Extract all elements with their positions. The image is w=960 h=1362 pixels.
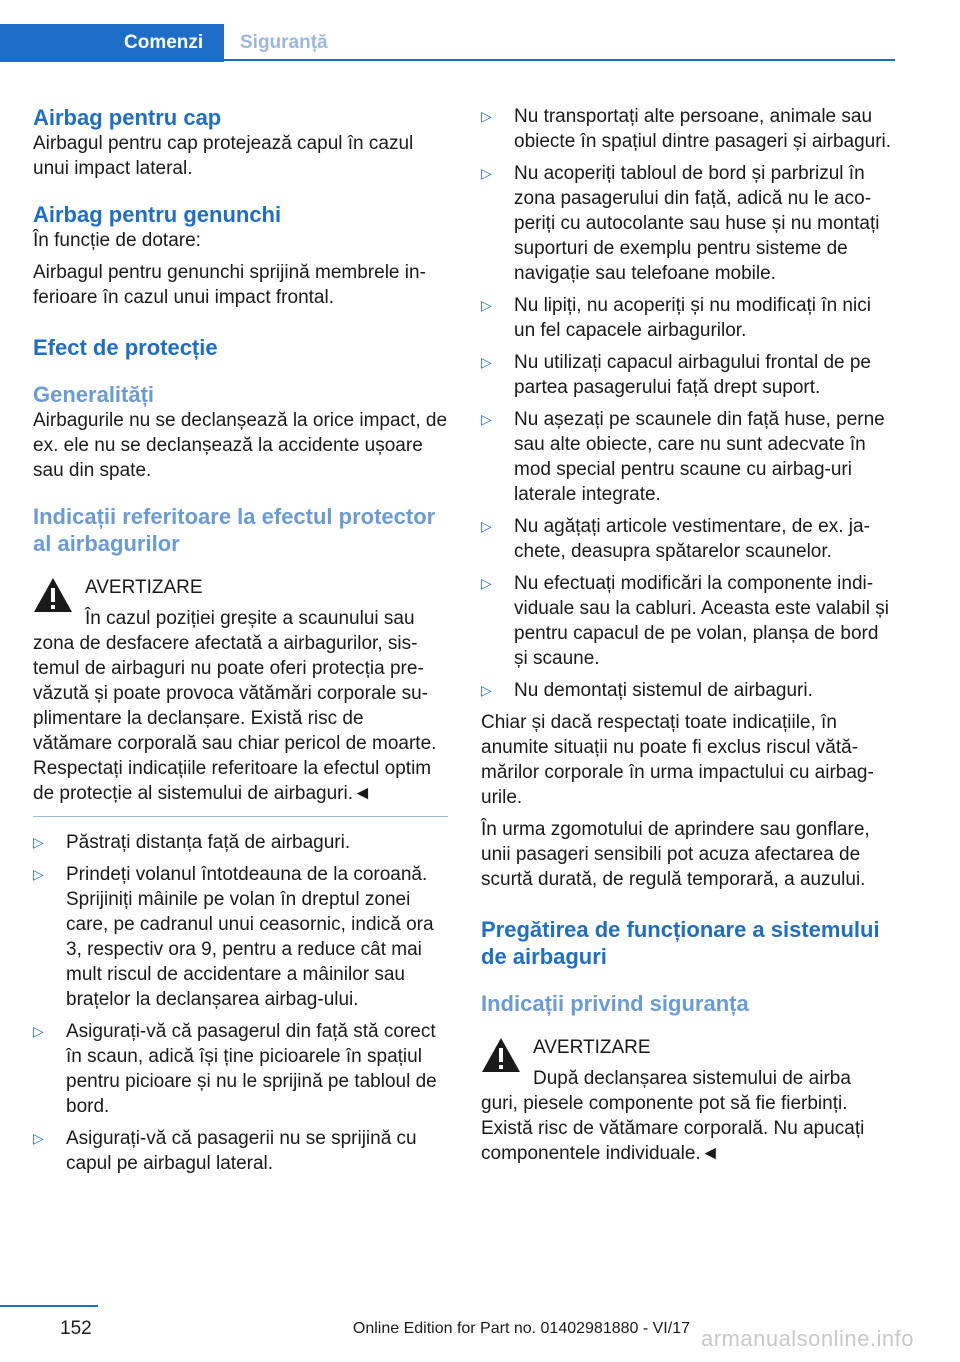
header-divider xyxy=(224,59,895,61)
knee-airbag-equipment: În funcție de dotare: xyxy=(33,230,201,251)
bullet-list-right xyxy=(481,104,896,703)
left-column xyxy=(33,104,448,1176)
bullet-triangle-icon: ▷ xyxy=(33,1023,44,1039)
bullet-list-left xyxy=(33,830,448,1176)
section-title-head-airbag: Airbag pentru cap xyxy=(33,105,222,130)
list-item: ▷ Nu utilizați capacul airbagului frontal de pe partea pasagerului față drept suport. xyxy=(481,352,871,398)
warning-triangle-icon xyxy=(481,1037,521,1073)
watermark: armanualsonline.info xyxy=(700,1326,914,1351)
list-item: ▷ Nu demontați sistemul de airbaguri. xyxy=(481,680,813,701)
list-item: ▷ Nu acoperiți tabloul de bord și parbrizul în zona pasagerului din față, adică nu le acoperiți cu autocolante sau huse și nu montați suporturi de exemplu pentru sisteme de navigație sau telefoane mobile. xyxy=(481,163,880,284)
header-tabbar xyxy=(0,24,895,62)
bullet-triangle-icon: ▷ xyxy=(481,411,492,427)
warning-text: guri, piesele componente pot să fie fierbinți. Există risc de vătămare corporală. Nu apucați componentele individuale.◄ xyxy=(481,1093,865,1164)
bullet-triangle-icon: ▷ xyxy=(481,297,492,313)
section-title-knee-airbag: Airbag pentru genunchi xyxy=(33,202,282,227)
list-item: ▷ Asigurați-vă că pasagerii nu se sprijină cu capul pe airbagul lateral. xyxy=(33,1128,417,1174)
list-item: ▷ Păstrați distanța față de airbaguri. xyxy=(33,832,351,853)
warning-text-first: După declanșarea sistemului de airba xyxy=(533,1068,851,1089)
list-item: ▷ Prindeți volanul întotdeauna de la coroană. Sprijiniți mâinile pe volan în dreptul zonei care, pe cadranul unui ceasornic, indică ora 3, respectiv ora 9, pentru a reduce cât mai mult riscul de accidentare a mâinilor sau brațelor la declanșarea airbag-ului. xyxy=(33,864,434,1010)
bullet-triangle-icon: ▷ xyxy=(481,575,492,591)
bullet-triangle-icon: ▷ xyxy=(481,354,492,370)
warning-text-first: În cazul poziției greșite a scaunului sau xyxy=(85,608,415,629)
list-item: ▷ Nu efectuați modificări la componente individuale sau la cabluri. Aceasta este valabil și pentru capacul de pe volan, planșa de bord și scaune. xyxy=(481,573,889,669)
warning-box xyxy=(33,575,448,806)
footer-divider xyxy=(0,1305,98,1307)
bullet-triangle-icon: ▷ xyxy=(33,866,44,882)
warning-triangle-icon xyxy=(33,577,73,613)
list-item: ▷ Nu așezați pe scaunele din față huse, perne sau alte obiecte, care nu sunt adecvate în mod special pentru scaune cu airbag-uri laterale integrate. xyxy=(481,409,885,505)
section-title-general: Generalități xyxy=(33,382,155,407)
list-item: ▷ Nu lipiți, nu acoperiți și nu modificați în nici un fel capacele airbagurilor. xyxy=(481,295,871,341)
warning-box xyxy=(481,1035,896,1166)
section-title-protection-effect: Efect de protecție xyxy=(33,335,218,360)
bullet-triangle-icon: ▷ xyxy=(481,108,492,124)
warning-text: zona de desfacere afectată a airbagurilor, sistemul de airbaguri nu poate oferi protecția prevăzută și poate provoca vătămări corporale suplimentare la declanșare. Există risc de vătămare corporală sau chiar pericol de moarte. Respectați indicațiile referitoare la efectul optim de protecție al sistemului de airbaguri.◄ xyxy=(33,633,437,804)
tab-comenzi[interactable]: Comenzi xyxy=(0,24,224,62)
bullet-triangle-icon: ▷ xyxy=(33,1130,44,1146)
edition-info: Online Edition for Part no. 01402981880 - VI/17 xyxy=(352,1320,690,1337)
warning-label: AVERTIZARE xyxy=(533,1037,651,1058)
paragraph-hearing: În urma zgomotului de aprindere sau gonflare, unii pasageri sensibili pot acuza afectarea de scurtă durată, de regulă temporară, a auzului. xyxy=(481,819,870,890)
section-title-protection-notes: Indicații referitoare la efectul protector al airbagurilor xyxy=(33,504,436,556)
general-text: Airbagurile nu se declanșează la orice impact, de ex. ele nu se declanșează la accidente ușoare sau din spate. xyxy=(33,410,448,481)
knee-airbag-text: Airbagul pentru genunchi sprijină membrele inferioare în cazul unui impact frontal. xyxy=(33,262,426,308)
head-airbag-text: Airbagul pentru cap protejează capul în cazul unui impact lateral. xyxy=(33,133,414,179)
divider xyxy=(33,816,448,817)
list-item: ▷ Asigurați-vă că pasagerul din față stă corect în scaun, adică își ține picioarele în spațiul pentru picioare și nu le sprijină pe tabloul de bord. xyxy=(33,1021,437,1117)
right-column xyxy=(481,104,896,1166)
warning-label: AVERTIZARE xyxy=(85,577,203,598)
bullet-triangle-icon: ▷ xyxy=(481,518,492,534)
tab-siguranta[interactable]: Siguranță xyxy=(240,32,328,53)
list-item: ▷ Nu agățați articole vestimentare, de ex. jachete, deasupra spătarelor scaunelor. xyxy=(481,516,870,562)
bullet-triangle-icon: ▷ xyxy=(481,165,492,181)
bullet-triangle-icon: ▷ xyxy=(33,834,44,850)
bullet-triangle-icon: ▷ xyxy=(481,682,492,698)
section-title-safety-notes: Indicații privind siguranța xyxy=(481,991,749,1016)
section-title-readiness: Pregătirea de funcționare a sistemului de airbaguri xyxy=(481,917,880,969)
paragraph-risk: Chiar și dacă respectați toate indicațiile, în anumite situații nu poate fi exclus riscul vătămărilor corporale în urma impactului cu airbagurile. xyxy=(481,712,874,808)
list-item: ▷ Nu transportați alte persoane, animale sau obiecte în spațiul dintre pasageri și airbaguri. xyxy=(481,106,892,152)
page-number: 152 xyxy=(60,1318,92,1339)
